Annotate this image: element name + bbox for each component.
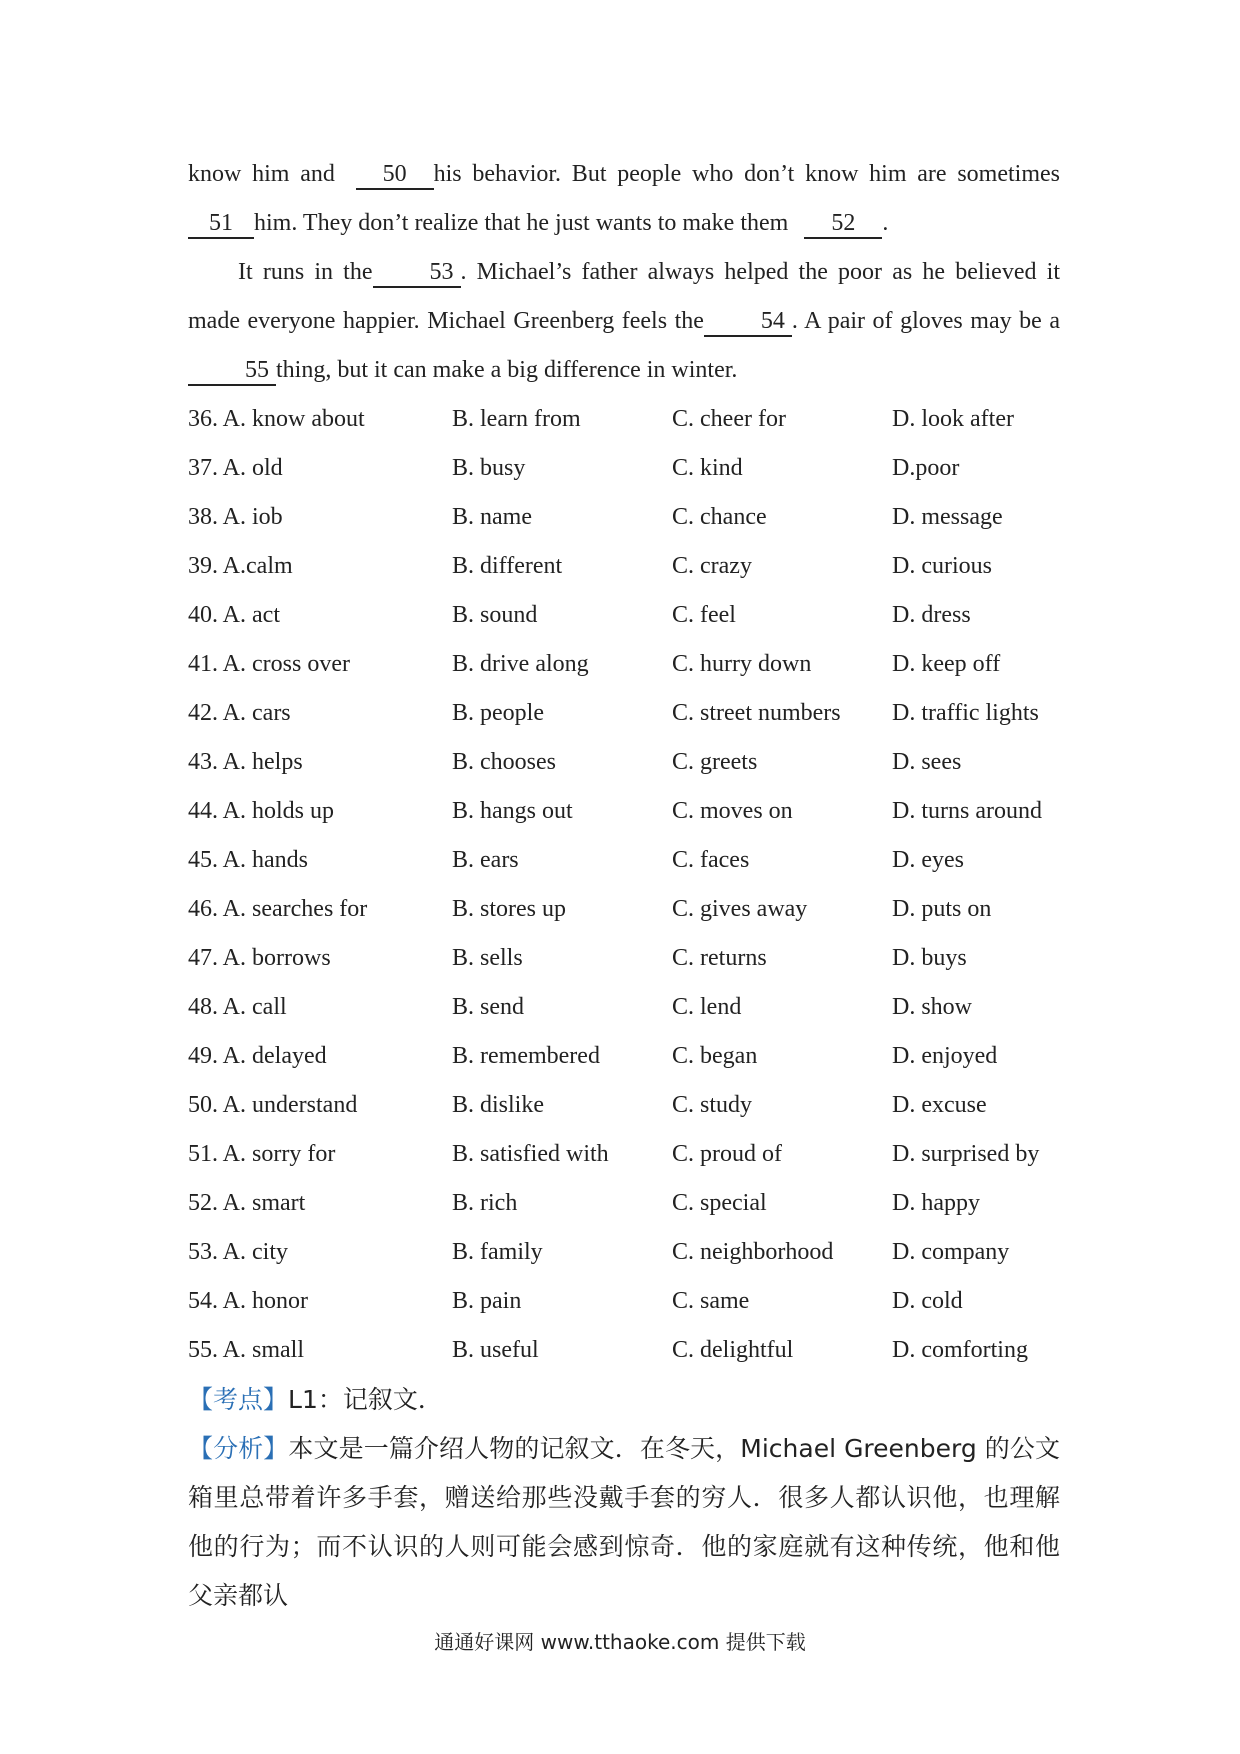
- option-row: [188, 444, 1060, 493]
- option-c: C. began: [672, 1043, 758, 1069]
- option-c: C. faces: [672, 847, 750, 873]
- option-a: 47. A. borrows: [188, 945, 331, 971]
- option-a: 54. A. honor: [188, 1288, 308, 1314]
- option-d: D. comforting: [892, 1337, 1028, 1363]
- option-d: D. curious: [892, 553, 992, 579]
- passage-text: .: [882, 210, 889, 236]
- option-c: C. chance: [672, 504, 767, 530]
- option-a: 46. A. searches for: [188, 896, 368, 922]
- option-a: 43. A. helps: [188, 749, 303, 775]
- option-b: B. learn from: [452, 406, 581, 432]
- option-b: B. different: [452, 553, 563, 579]
- fenxi-text: 本文是一篇介绍人物的记叙文．在冬天，Michael Greenberg 的公文箱里总带着许多手套，赠送给那些没戴手套的穷人．很多人都认识他，也理解他的行为；而不认识的人则可能会感到惊奇．他的家庭就有这种传统，他和他父亲都认: [188, 1434, 1060, 1610]
- option-c: C. returns: [672, 945, 767, 971]
- option-c: C. street numbers: [672, 700, 841, 726]
- option-row: [188, 885, 1060, 934]
- option-row: [188, 738, 1060, 787]
- option-row: [188, 787, 1060, 836]
- option-c: C. hurry down: [672, 651, 812, 677]
- option-row: [188, 395, 1060, 444]
- option-d: D. message: [892, 504, 1003, 530]
- option-b: B. hangs out: [452, 798, 573, 824]
- option-a: 42. A. cars: [188, 700, 291, 726]
- passage-text: his behavior. But people who don’t know him are sometimes: [433, 161, 1060, 187]
- option-a: 49. A. delayed: [188, 1043, 327, 1069]
- option-c: C. cheer for: [672, 406, 786, 432]
- option-d: D. happy: [892, 1190, 980, 1216]
- option-row: [188, 1277, 1060, 1326]
- passage-text: . Michael’s father always helped the poor as he believed it made everyone happier. Michael Greenberg feels the: [188, 259, 1060, 334]
- option-a: 44. A. holds up: [188, 798, 335, 824]
- option-b: B. send: [452, 994, 524, 1020]
- option-b: B. sells: [452, 945, 523, 971]
- option-b: B. drive along: [452, 651, 589, 677]
- option-d: D. buys: [892, 945, 967, 971]
- passage-text: . A pair of gloves may be a: [791, 308, 1060, 334]
- option-row: [188, 1130, 1060, 1179]
- option-a: 38. A. iob: [188, 504, 283, 530]
- option-row: [188, 836, 1060, 885]
- option-b: B. remembered: [452, 1043, 600, 1069]
- option-a: 45. A. hands: [188, 847, 308, 873]
- option-c: C. feel: [672, 602, 736, 628]
- option-b: B. chooses: [452, 749, 556, 775]
- kaodian-note: [188, 1375, 1060, 1424]
- option-b: B. busy: [452, 455, 526, 481]
- option-c: C. crazy: [672, 553, 752, 579]
- option-b: B. name: [452, 504, 532, 530]
- option-c: C. gives away: [672, 896, 808, 922]
- option-a: 53. A. city: [188, 1239, 288, 1265]
- passage-paragraph-2: [188, 248, 1060, 395]
- option-row: [188, 1326, 1060, 1375]
- option-a: 50. A. understand: [188, 1092, 358, 1118]
- option-b: B. sound: [452, 602, 538, 628]
- option-a: 51. A. sorry for: [188, 1141, 336, 1167]
- option-row: [188, 934, 1060, 983]
- passage-text: thing, but it can make a big difference in winter.: [276, 357, 738, 383]
- option-row: [188, 1228, 1060, 1277]
- option-d: D. turns around: [892, 798, 1042, 824]
- blank-51: 51: [188, 209, 254, 239]
- options-list: [188, 395, 1060, 1375]
- option-a: 55. A. small: [188, 1337, 305, 1363]
- option-c: C. neighborhood: [672, 1239, 834, 1265]
- blank-53: 53: [373, 258, 461, 288]
- option-a: 39. A.calm: [188, 553, 293, 579]
- option-d: D. cold: [892, 1288, 963, 1314]
- option-c: C. proud of: [672, 1141, 782, 1167]
- option-d: D. puts on: [892, 896, 992, 922]
- option-d: D. traffic lights: [892, 700, 1039, 726]
- option-a: 36. A. know about: [188, 406, 365, 432]
- option-a: 37. A. old: [188, 455, 283, 481]
- blank-50: 50: [356, 160, 434, 190]
- option-row: [188, 493, 1060, 542]
- option-d: D. company: [892, 1239, 1010, 1265]
- option-row: [188, 542, 1060, 591]
- option-d: D. surprised by: [892, 1141, 1040, 1167]
- option-b: B. rich: [452, 1190, 518, 1216]
- blank-52: 52: [804, 209, 882, 239]
- option-row: [188, 983, 1060, 1032]
- option-d: D.poor: [892, 455, 960, 481]
- fenxi-tag: 【分析】: [188, 1434, 289, 1463]
- document-page: [188, 150, 1060, 1620]
- option-b: B. dislike: [452, 1092, 545, 1118]
- option-d: D. eyes: [892, 847, 964, 873]
- option-c: C. moves on: [672, 798, 793, 824]
- option-c: C. study: [672, 1092, 753, 1118]
- option-c: C. kind: [672, 455, 743, 481]
- option-b: B. ears: [452, 847, 519, 873]
- page-footer: 通通好课网 www.tthaoke.com 提供下载: [434, 1630, 806, 1654]
- passage-paragraph-1: [188, 150, 1060, 248]
- blank-55: 55: [188, 356, 276, 386]
- option-row: [188, 1032, 1060, 1081]
- option-b: B. pain: [452, 1288, 522, 1314]
- option-c: C. same: [672, 1288, 750, 1314]
- option-c: C. greets: [672, 749, 758, 775]
- option-a: 52. A. smart: [188, 1190, 306, 1216]
- passage-text: It runs in the: [238, 259, 373, 285]
- option-b: B. satisfied with: [452, 1141, 609, 1167]
- kaodian-tag: 【考点】: [188, 1385, 289, 1414]
- option-d: D. look after: [892, 406, 1014, 432]
- kaodian-text: L1：记叙文．: [288, 1385, 443, 1414]
- option-d: D. excuse: [892, 1092, 987, 1118]
- option-row: [188, 1179, 1060, 1228]
- option-d: D. sees: [892, 749, 962, 775]
- option-c: C. special: [672, 1190, 767, 1216]
- option-c: C. delightful: [672, 1337, 794, 1363]
- option-d: D. dress: [892, 602, 971, 628]
- option-b: B. stores up: [452, 896, 566, 922]
- option-d: D. enjoyed: [892, 1043, 998, 1069]
- passage-text: him. They don’t realize that he just wants to make them: [254, 210, 789, 236]
- option-c: C. lend: [672, 994, 742, 1020]
- option-a: 40. A. act: [188, 602, 280, 628]
- option-b: B. useful: [452, 1337, 539, 1363]
- option-b: B. people: [452, 700, 544, 726]
- blank-54: 54: [704, 307, 792, 337]
- option-d: D. keep off: [892, 651, 1001, 677]
- option-row: [188, 1081, 1060, 1130]
- option-b: B. family: [452, 1239, 543, 1265]
- option-row: [188, 640, 1060, 689]
- passage-text: know him and: [188, 161, 335, 187]
- option-row: [188, 591, 1060, 640]
- option-a: 41. A. cross over: [188, 651, 350, 677]
- option-a: 48. A. call: [188, 994, 287, 1020]
- option-d: D. show: [892, 994, 973, 1020]
- fenxi-note: [188, 1424, 1060, 1620]
- option-row: [188, 689, 1060, 738]
